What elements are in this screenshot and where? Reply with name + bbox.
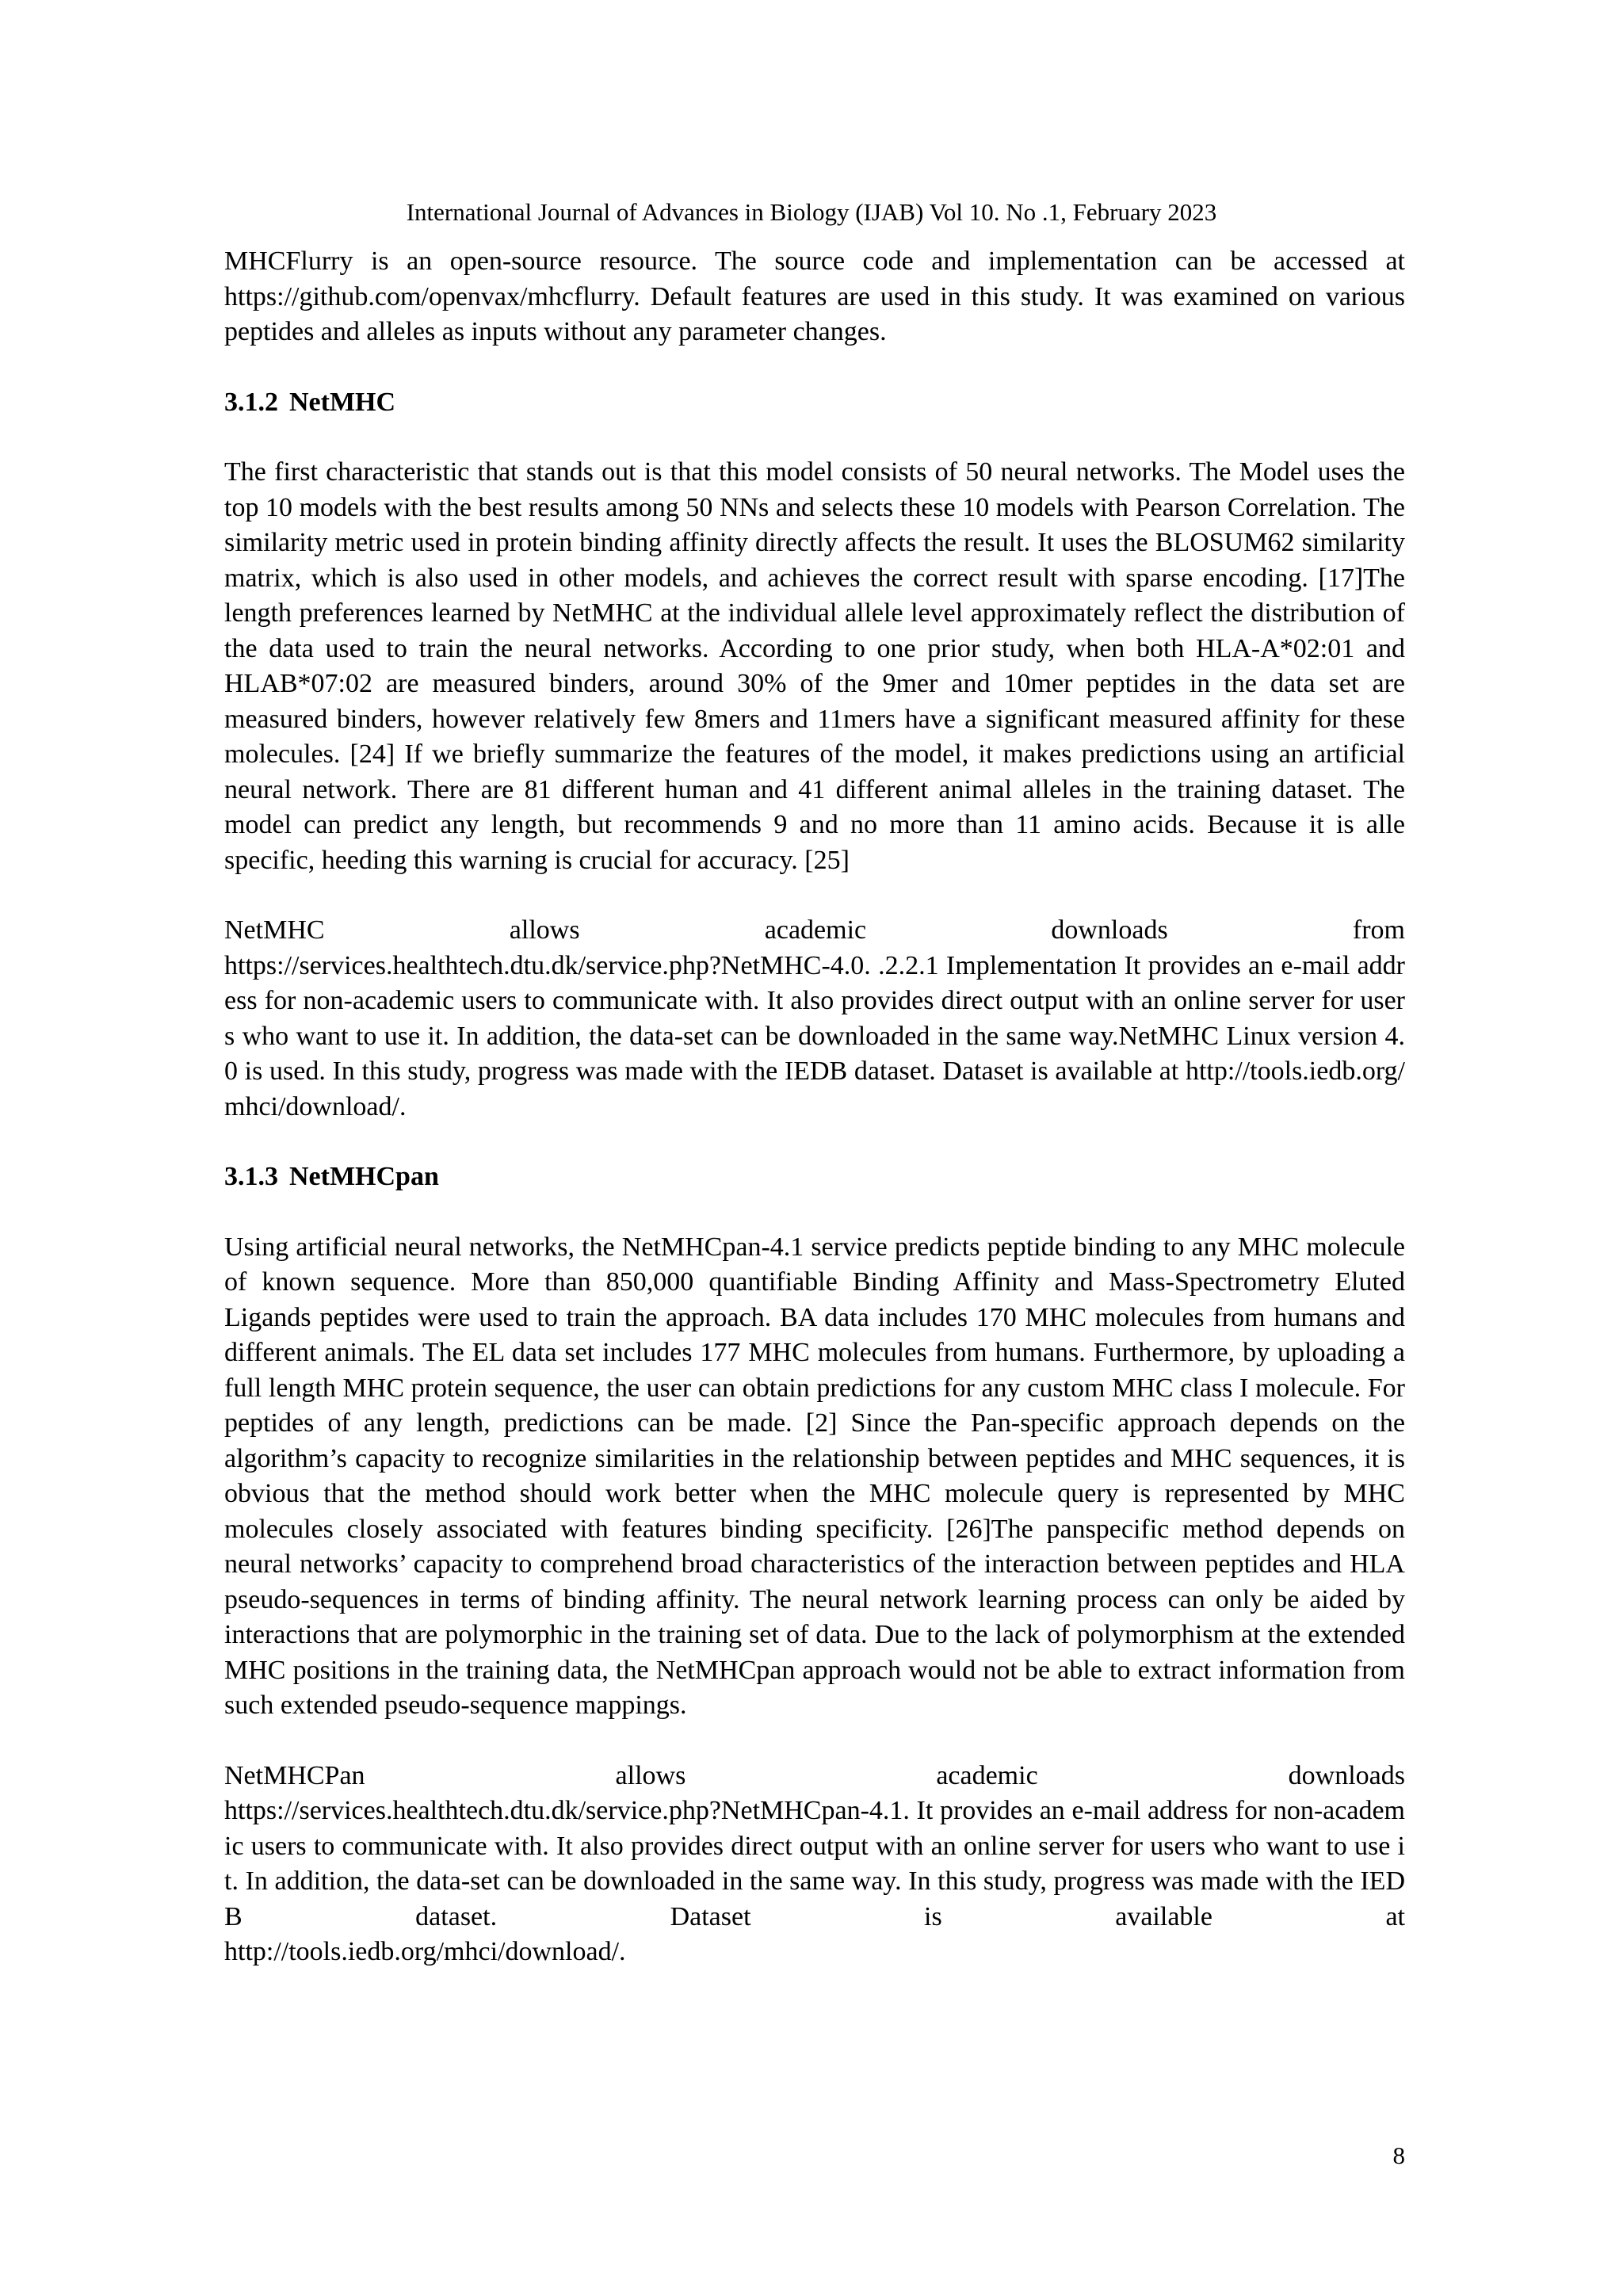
paragraph-netmhcpan-downloads-line1: NetMHCPan allows academic downloads	[224, 1760, 1405, 1790]
paragraph-netmhc-downloads-line1: NetMHC allows academic downloads from	[224, 915, 1405, 945]
section-heading-3-1-3	[224, 1159, 1405, 1195]
paragraph-netmhc-downloads: https://services.healthtech.dtu.dk/service.php?NetMHC-4.0. .2.2.1 Implementation It provides an e-mail address for non-academic users to communicate with. It also provides direct output with an online server for users who want to use it. In addition, the data-set can be downloaded in the same way.NetMHC Linux version 4.0 is used. In this study, progress was made with the IEDB dataset. Dataset is available at http://tools.iedb.org/mhci/download/.	[224, 950, 1405, 1121]
running-header: International Journal of Advances in Biology (IJAB) Vol 10. No .1, February 2023	[406, 198, 1217, 226]
section-heading-3-1-2	[224, 385, 1405, 421]
section-title: NetMHCpan	[289, 1162, 439, 1191]
page-number: 8	[1392, 2141, 1405, 2169]
page-body	[224, 244, 1405, 1970]
paragraph-netmhc-description: The first characteristic that stands out is that this model consists of 50 neural networks. The Model uses the top 10 models with the best results among 50 NNs and selects these 10 models with Pearson Correlation. The similarity metric used in protein binding affinity directly affects the result. It uses the BLOSUM62 similarity matrix, which is also used in other models, and achieves the correct result with sparse encoding. [17]The length preferences learned by NetMHC at the individual allele level approximately reflect the distribution of the data used to train the neural networks. According to one prior study, when both HLA-A*02:01 and HLAB*07:02 are measured binders, around 30% of the 9mer and 10mer peptides in the data set are measured binders, however relatively few 8mers and 11mers have a significant measured affinity for these molecules. [24] If we briefly summarize the features of the model, it makes predictions using an artificial neural network. There are 81 different human and 41 different animal alleles in the training dataset. The model can predict any length, but recommends 9 and no more than 11 amino acids. Because it is alle specific, heeding this warning is crucial for accuracy. [25]	[224, 457, 1405, 875]
paragraph-netmhcpan-description: Using artificial neural networks, the NetMHCpan-4.1 service predicts peptide binding to any MHC molecule of known sequence. More than 850,000 quantifiable Binding Affinity and Mass-Spectrometry Eluted Ligands peptides were used to train the approach. BA data includes 170 MHC molecules from humans and different animals. The EL data set includes 177 MHC molecules from humans. Furthermore, by uploading a full length MHC protein sequence, the user can obtain predictions for any custom MHC class I molecule. For peptides of any length, predictions can be made. [2] Since the Pan-specific approach depends on the algorithm’s capacity to recognize similarities in the relationship between peptides and MHC sequences, it is obvious that the method should work better when the MHC molecule query is represented by MHC molecules closely associated with features binding specificity. [26]The panspecific method depends on neural networks’ capacity to comprehend broad characteristics of the interaction between peptides and HLA pseudo-sequences in terms of binding affinity. The neural network learning process can only be aided by interactions that are polymorphic in the training set of data. Due to the lack of polymorphism at the extended MHC positions in the training data, the NetMHCpan approach would not be able to extract information from such extended pseudo-sequence mappings.	[224, 1232, 1405, 1720]
section-title: NetMHC	[289, 387, 396, 417]
paragraph-mhcflurry-availability: MHCFlurry is an open-source resource. The source code and implementation can be accessed at https://github.com/openvax/mhcflurry. Default features are used in this study. It was examined on various peptides and alleles as inputs without any parameter changes.	[224, 246, 1405, 346]
paragraph-netmhcpan-downloads: https://services.healthtech.dtu.dk/service.php?NetMHCpan-4.1. It provides an e-mail address for non-academic users to communicate with. It also provides direct output with an online server for users who want to use it. In addition, the data-set can be downloaded in the same way. In this study, progress was made with the IEDB dataset. Dataset is available at	[224, 1796, 1405, 1931]
paragraph-netmhcpan-downloads-last: http://tools.iedb.org/mhci/download/.	[224, 1937, 626, 1966]
section-number: 3.1.3	[224, 1162, 278, 1191]
section-number: 3.1.2	[224, 387, 278, 417]
